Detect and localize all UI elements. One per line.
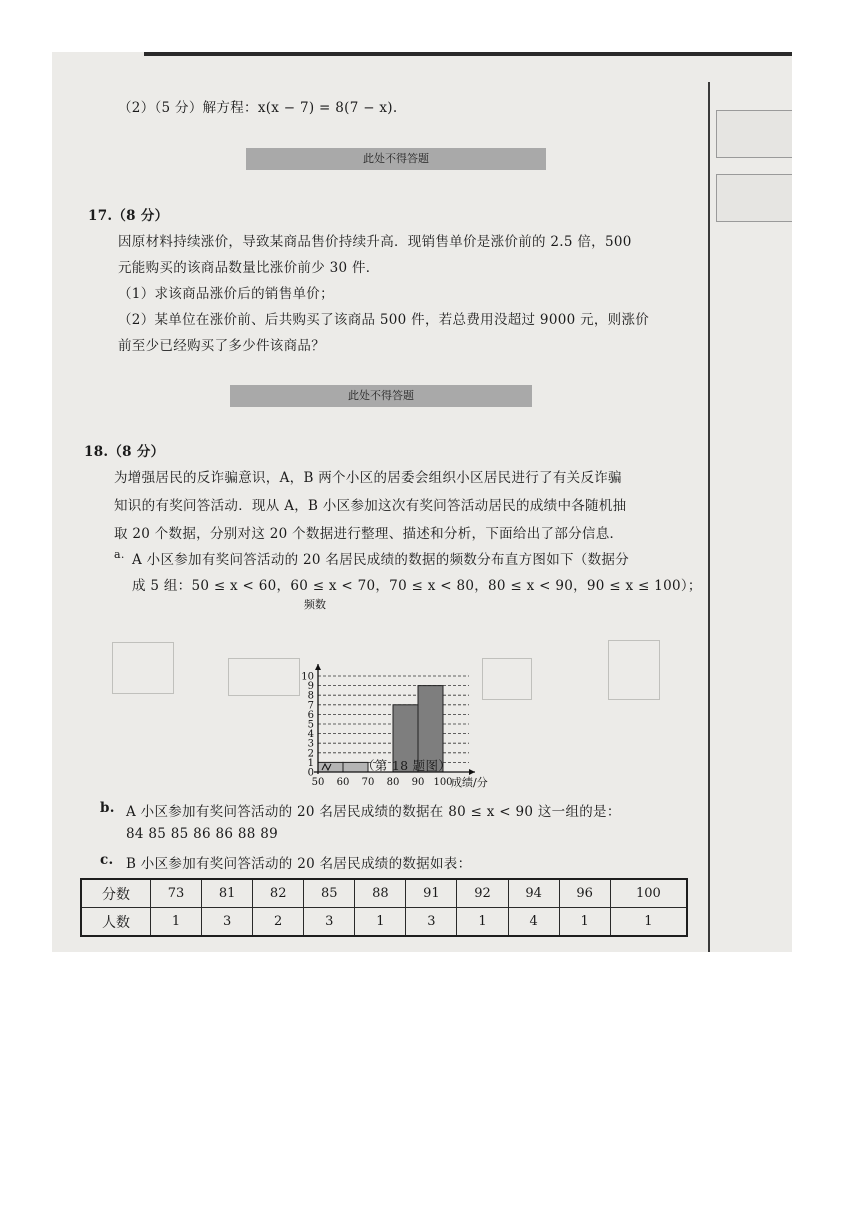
figure-caption: （第 18 题图） <box>362 758 452 773</box>
q17-line: （1）求该商品涨价后的销售单价； <box>118 286 334 302</box>
x-tick-label: 60 <box>336 777 350 788</box>
table-cell: 1 <box>355 908 406 937</box>
side-box-lower <box>716 174 792 222</box>
table-cell: 81 <box>202 879 253 908</box>
x-tick-label: 50 <box>311 777 325 788</box>
q17-line: 元能购买的该商品数量比涨价前少 30 件． <box>118 260 380 276</box>
q18-intro-line: 取 20 个数据，分别对这 20 个数据进行整理、描述和分析，下面给出了部分信息． <box>114 526 624 542</box>
q18-intro-line: 知识的有奖问答活动．现从 A，B 小区参加这次有奖问答活动居民的成绩中各随机抽 <box>114 498 627 514</box>
y-tick-label: 8 <box>307 690 314 702</box>
table-cell: 85 <box>304 879 355 908</box>
table-cell: 1 <box>151 908 202 937</box>
table-cell: 1 <box>610 908 687 937</box>
q17-header: 17.（8 分） <box>88 208 169 224</box>
item-a-line: A 小区参加有奖问答活动的 20 名居民成绩的数据的频数分布直方图如下（数据分 <box>132 552 629 568</box>
table-cell: 88 <box>355 879 406 908</box>
x-tick-label: 80 <box>386 777 400 788</box>
table-cell: 1 <box>457 908 508 937</box>
table-cell: 91 <box>406 879 457 908</box>
table-cell: 73 <box>151 879 202 908</box>
q17-line: 前至少已经购买了多少件该商品？ <box>118 338 325 354</box>
table-header-score: 分数 <box>81 879 151 908</box>
x-axis-arrow <box>469 769 475 775</box>
table-cell: 82 <box>253 879 304 908</box>
table-row-counts <box>81 908 687 937</box>
item-b-values: 84 85 85 86 86 88 89 <box>126 826 278 842</box>
y-tick-label: 9 <box>307 681 314 693</box>
table-cell: 3 <box>406 908 457 937</box>
item-a-line: 成 5 组：50 ≤ x < 60，60 ≤ x < 70，70 ≤ x < 80，80 ≤ x < 90，90 ≤ x ≤ 100）； <box>132 578 702 594</box>
item-b-text: A 小区参加有奖问答活动的 20 名居民成绩的数据在 80 ≤ x < 90 这一组的是： <box>126 804 621 820</box>
y-tick-label: 1 <box>307 757 314 769</box>
table-cell: 3 <box>202 908 253 937</box>
table-cell: 3 <box>304 908 355 937</box>
y-tick-label: 6 <box>307 709 314 721</box>
x-tick-label: 70 <box>361 777 375 788</box>
table-header-count: 人数 <box>81 908 151 937</box>
table-cell: 4 <box>508 908 559 937</box>
item-c-text: B 小区参加有奖问答活动的 20 名居民成绩的数据如表： <box>126 856 472 872</box>
bleed-through-figure <box>608 640 660 700</box>
y-tick-label: 3 <box>307 738 314 750</box>
side-box-upper <box>716 110 792 158</box>
item-b-marker: b. <box>100 800 115 816</box>
y-tick-label: 4 <box>307 729 314 741</box>
y-tick-label: 2 <box>307 748 314 760</box>
y-tick-label: 5 <box>307 719 314 731</box>
top-edge-bar <box>144 52 792 56</box>
q16-part2: （2）（5 分）解方程：x(x − 7) = 8(7 − x). <box>118 100 398 116</box>
no-answer-banner: 此处不得答题 <box>230 385 532 407</box>
table-cell: 92 <box>457 879 508 908</box>
x-axis-label: 成绩/分 <box>451 776 488 789</box>
item-a-marker: a. <box>114 548 125 561</box>
y-tick-label: 0 <box>307 767 314 779</box>
table-cell: 94 <box>508 879 559 908</box>
q18-header: 18.（8 分） <box>84 444 165 460</box>
histogram-bar <box>318 762 343 772</box>
q18-intro-line: 为增强居民的反诈骗意识，A，B 两个小区的居委会组织小区居民进行了有关反诈骗 <box>114 470 622 486</box>
y-axis-label: 频数 <box>304 598 326 611</box>
table-row-scores <box>81 879 687 908</box>
item-c-marker: c. <box>100 852 114 868</box>
q17-line: 因原材料持续涨价，导致某商品售价持续升高．现销售单价是涨价前的 2.5 倍，500 <box>118 234 632 250</box>
table-cell: 1 <box>559 908 610 937</box>
table-cell: 2 <box>253 908 304 937</box>
table-cell: 96 <box>559 879 610 908</box>
score-table <box>80 878 688 937</box>
no-answer-banner: 此处不得答题 <box>246 148 546 170</box>
x-tick-label: 90 <box>411 777 425 788</box>
y-tick-label: 7 <box>307 700 314 712</box>
table-cell: 100 <box>610 879 687 908</box>
q17-line: （2）某单位在涨价前、后共购买了该商品 500 件，若总费用没超过 9000 元，则涨价 <box>118 312 650 328</box>
y-tick-label: 10 <box>301 671 314 683</box>
bleed-through-figure <box>112 642 174 694</box>
scanned-exam-page <box>52 52 792 952</box>
margin-rule <box>708 82 710 952</box>
y-axis-arrow <box>315 664 321 670</box>
x-tick-label: 100 <box>433 777 453 788</box>
